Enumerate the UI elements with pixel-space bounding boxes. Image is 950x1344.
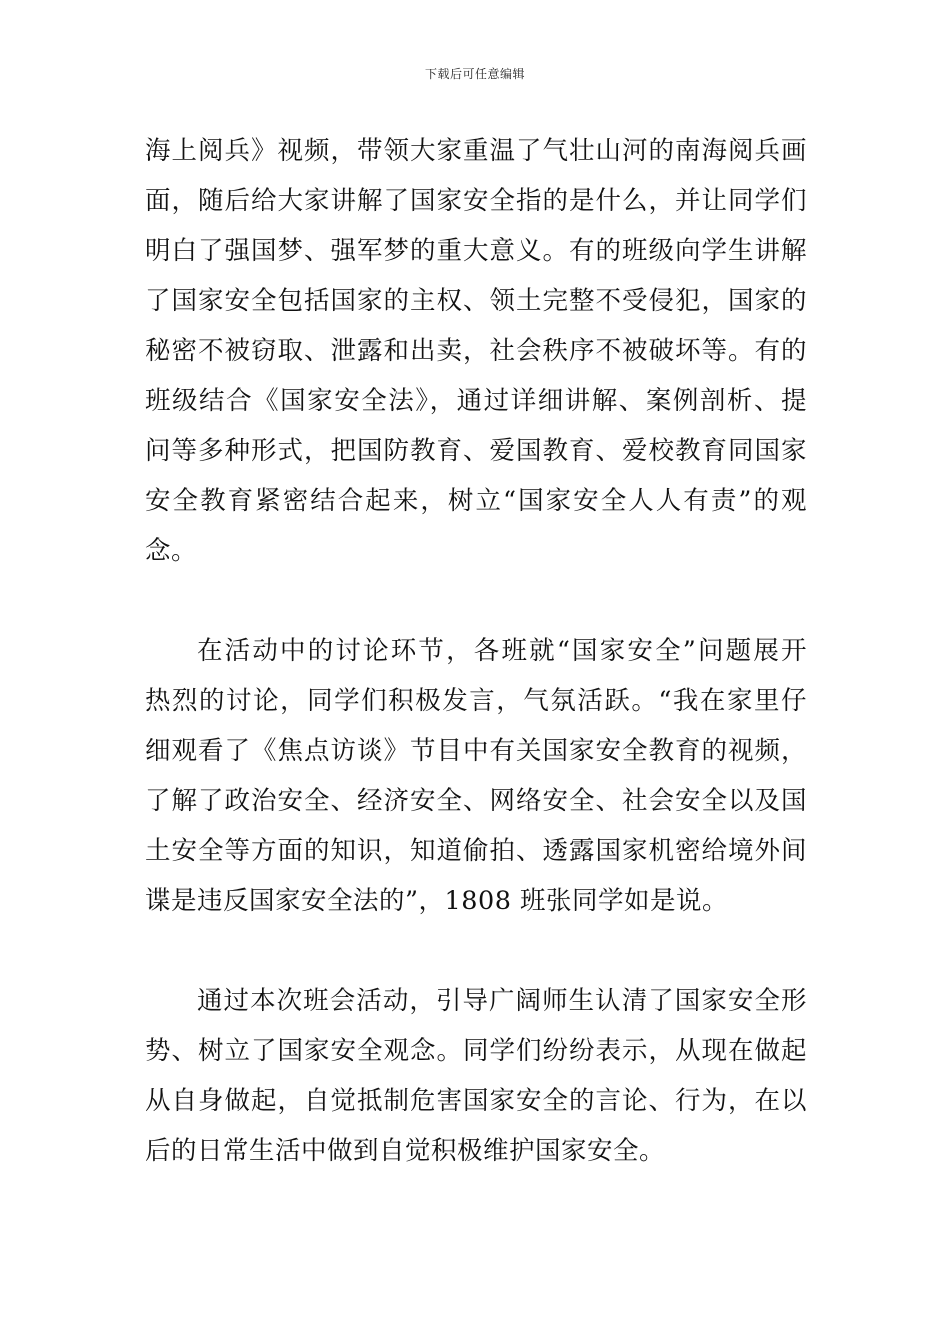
paragraph-line: 秘密不被窃取、泄露和出卖，社会秩序不被破坏等。有的	[145, 336, 807, 366]
paragraph-line: 面，随后给大家讲解了国家安全指的是什么，并让同学们	[145, 186, 807, 216]
paragraph-line: 问等多种形式，把国防教育、爱国教育、爱校教育同国家	[145, 436, 807, 466]
paragraph-line: 班级结合《国家安全法》，通过详细讲解、案例剖析、提	[145, 386, 807, 416]
paragraph-spacer	[145, 926, 807, 976]
paragraph-line: 海上阅兵》视频，带领大家重温了气壮山河的南海阅兵画	[145, 136, 807, 166]
paragraph-line: 念。	[145, 536, 198, 566]
page-header-note: 下载后可任意编辑	[424, 67, 525, 81]
paragraph-line: 土安全等方面的知识，知道偷拍、透露国家机密给境外间	[145, 836, 807, 866]
paragraph-line: 谍是违反国家安全法的”，1808 班张同学如是说。	[145, 886, 729, 916]
paragraph-2	[145, 626, 807, 926]
paragraph-line: 通过本次班会活动，引导广阔师生认清了国家安全形	[197, 986, 807, 1016]
paragraph-line: 了解了政治安全、经济安全、网络安全、社会安全以及国	[145, 786, 807, 816]
paragraph-line: 明白了强国梦、强军梦的重大意义。有的班级向学生讲解	[145, 236, 807, 266]
paragraph-line: 在活动中的讨论环节，各班就“国家安全”问题展开	[197, 636, 807, 666]
paragraph-line: 热烈的讨论，同学们积极发言，气氛活跃。“我在家里仔	[145, 686, 807, 716]
document-body	[145, 126, 807, 1176]
paragraph-line: 后的日常生活中做到自觉积极维护国家安全。	[145, 1136, 666, 1166]
paragraph-line: 细观看了《焦点访谈》节目中有关国家安全教育的视频，	[145, 736, 807, 766]
paragraph-line: 安全教育紧密结合起来，树立“国家安全人人有责”的观	[145, 486, 807, 516]
paragraph-3	[145, 976, 807, 1176]
paragraph-1	[145, 126, 807, 576]
paragraph-line: 从自身做起，自觉抵制危害国家安全的言论、行为，在以	[145, 1086, 807, 1116]
paragraph-line: 了国家安全包括国家的主权、领土完整不受侵犯，国家的	[145, 286, 807, 316]
paragraph-line: 势、树立了国家安全观念。同学们纷纷表示，从现在做起	[145, 1036, 807, 1066]
paragraph-spacer	[145, 576, 807, 626]
